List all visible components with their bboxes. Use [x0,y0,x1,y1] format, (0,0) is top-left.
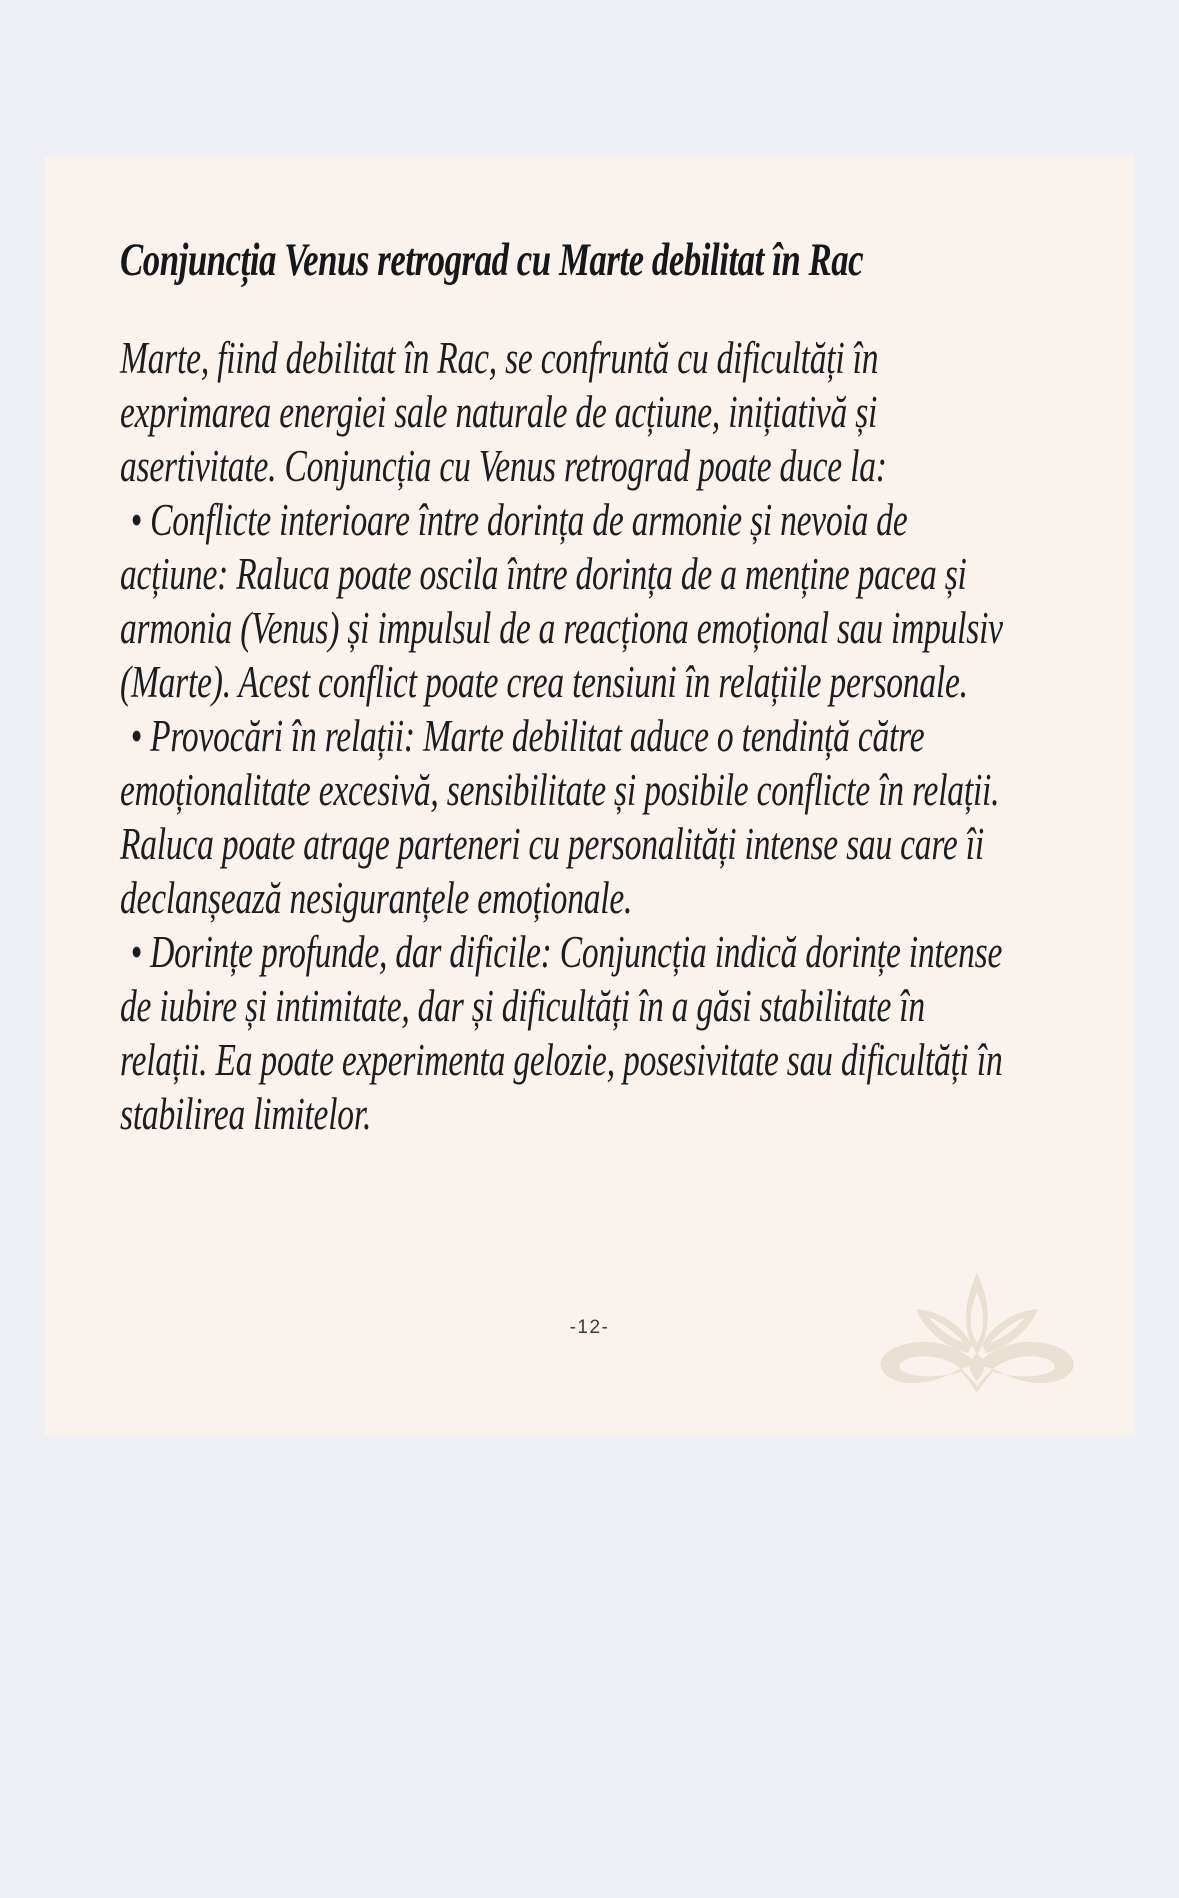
page-title: Conjuncția Venus retrograd cu Marte debilitat în Rac [120,234,864,286]
text-column [120,233,1020,1141]
intro-paragraph: Marte, fiind debilitat în Rac, se confruntă cu dificultăți în exprimarea energiei sale naturale de acțiune, inițiativă și asertivitate. Conjuncția cu Venus retrograd poate duce la: [120,333,887,491]
page-number: -12- [569,1317,610,1338]
bullet-item-conflicte-interioare: • Conflicte interioare între dorința de armonie și nevoia de acțiune: Raluca poate oscila între dorința de a menține pacea și armonia (Venus) și impulsul de a reacționa emoțional sau impulsiv (Marte). Acest conflict poate crea tensiuni în relațiile personale. [120,495,1003,707]
bullet-item-provocari-in-relatii: • Provocări în relații: Marte debilitat aduce o tendință către emoționalitate excesivă, sensibilitate și posibile conflicte în relații. Raluca poate atrage parteneri cu personalități intense sau care îi declanșează nesiguranțele emoționale. [120,711,1000,923]
bullet-item-dorinte-profunde: • Dorințe profunde, dar dificile: Conjuncția indică dorințe intense de iubire și intimitate, dar și dificultăți în a găsi stabilitate în relații. Ea poate experimenta gelozie, posesivitate sau dificultăți în stabilirea limitelor. [120,927,1003,1139]
document-page [45,155,1134,1435]
